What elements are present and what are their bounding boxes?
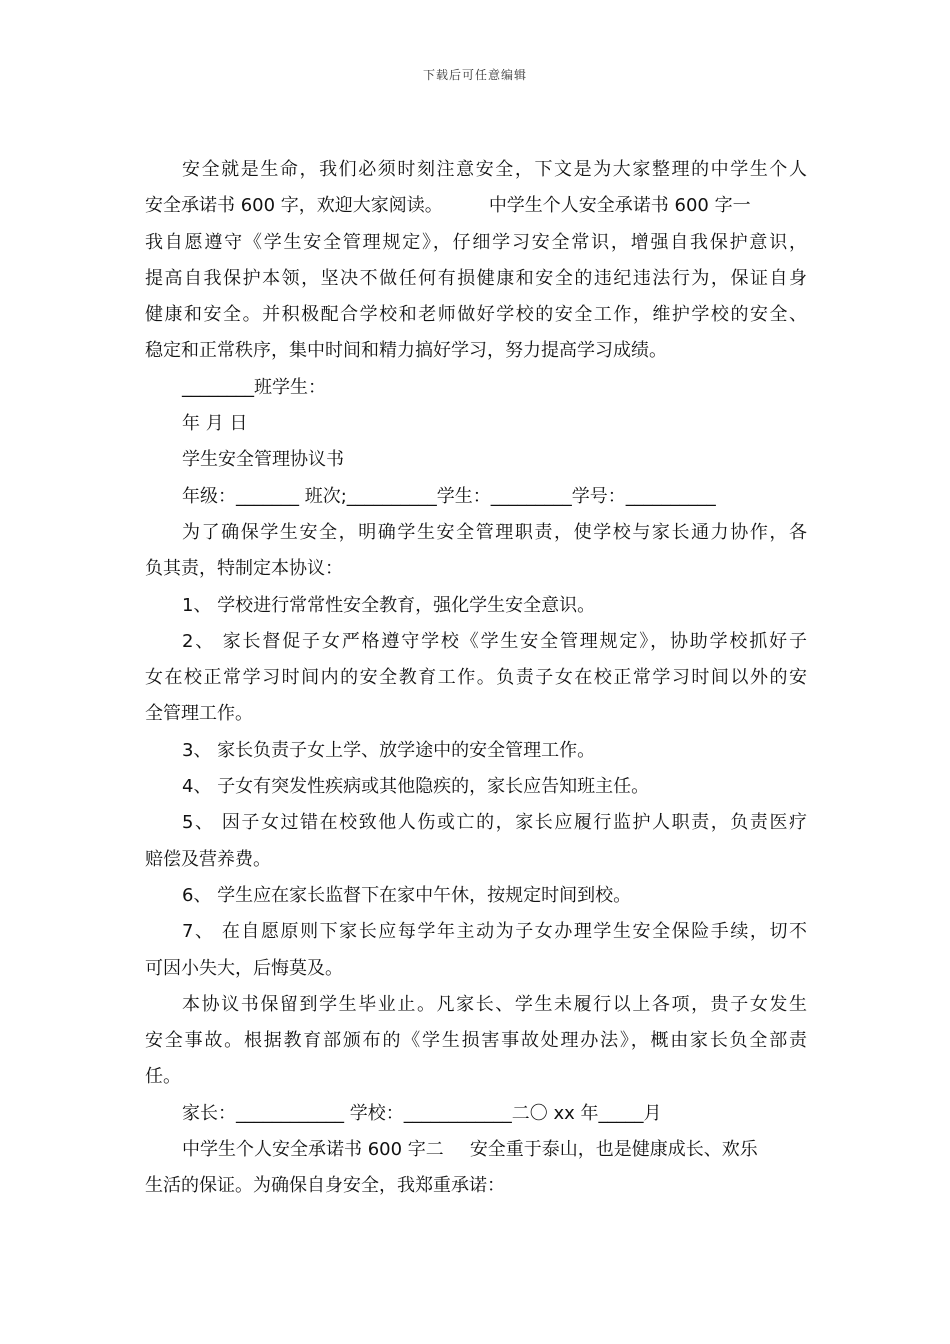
text-line: 负其责，特制定本协议：: [145, 558, 343, 580]
list-item: 6、 学生应在家长监督下在家中午休，按规定时间到校。: [182, 884, 632, 906]
list-item: 1、 学校进行常常性安全教育，强化学生安全意识。: [182, 594, 596, 616]
list-item: 5、 因子女过错在校致他人伤或亡的，家长应履行监护人职责，负责医疗: [182, 812, 807, 834]
text-line: 健康和安全。并积极配合学校和老师做好学校的安全工作，维护学校的安全、: [145, 304, 807, 326]
date-line: 年 月 日: [182, 413, 248, 435]
list-item: 4、 子女有突发性疾病或其他隐疾的，家长应告知班主任。: [182, 776, 650, 798]
text-line: 女在校正常学习时间内的安全教育工作。负责子女在校正常学习时间以外的安: [145, 667, 807, 689]
text-line: 赔偿及营养费。: [145, 848, 271, 870]
text-line: 安全事故。根据教育部颁布的《学生损害事故处理办法》，概由家长负全部责: [145, 1030, 807, 1052]
text-line: 生活的保证。为确保自身安全，我郑重承诺：: [145, 1175, 505, 1197]
page-header: 下载后可任意编辑: [422, 68, 527, 82]
text-segment: 安全重于泰山，也是健康成长、欢乐: [469, 1139, 758, 1161]
text-line: 安全就是生命，我们必须时刻注意安全，下文是为大家整理的中学生个人: [182, 159, 807, 180]
signature-line: ________班学生：: [182, 376, 326, 398]
text-line: 稳定和正常秩序，集中时间和精力搞好学习，努力提高学习成绩。: [145, 340, 667, 362]
text-line: 全管理工作。: [145, 703, 253, 725]
text-line: 可因小失大，后悔莫及。: [145, 957, 343, 979]
text-line: 本协议书保留到学生毕业止。凡家长、学生未履行以上各项，贵子女发生: [182, 993, 807, 1015]
text-line: 为了确保学生安全，明确学生安全管理职责，使学校与家长通力协作，各: [182, 521, 807, 543]
text-line: [145, 188, 807, 224]
list-item: 3、 家长负责子女上学、放学途中的安全管理工作。: [182, 739, 596, 761]
text-line: 我自愿遵守《学生安全管理规定》，仔细学习安全常识，增强自我保护意识，: [145, 231, 807, 253]
document-body: [145, 152, 807, 1205]
text-line: 任。: [145, 1066, 181, 1088]
list-item: 7、 在自愿原则下家长应每学年主动为子女办理学生安全保险手续，切不: [182, 921, 807, 943]
section-title: 中学生个人安全承诺书 600 字一: [488, 195, 751, 217]
text-line: [145, 1132, 807, 1168]
text-line: 提高自我保护本领，坚决不做任何有损健康和安全的违纪违法行为，保证自身: [145, 267, 807, 289]
text-segment: 安全承诺书 600 字，欢迎大家阅读。: [145, 195, 443, 217]
form-fields-line: 年级：_______ 班次;__________学生：_________学号：__________: [182, 485, 716, 507]
list-item: 2、 家长督促子女严格遵守学校《学生安全管理规定》，协助学校抓好子: [182, 630, 807, 652]
signature-line: 家长：____________ 学校：____________二〇 xx 年_____月: [182, 1102, 662, 1124]
section-title: 学生安全管理协议书: [182, 449, 344, 471]
section-title: 中学生个人安全承诺书 600 字二: [182, 1139, 444, 1161]
